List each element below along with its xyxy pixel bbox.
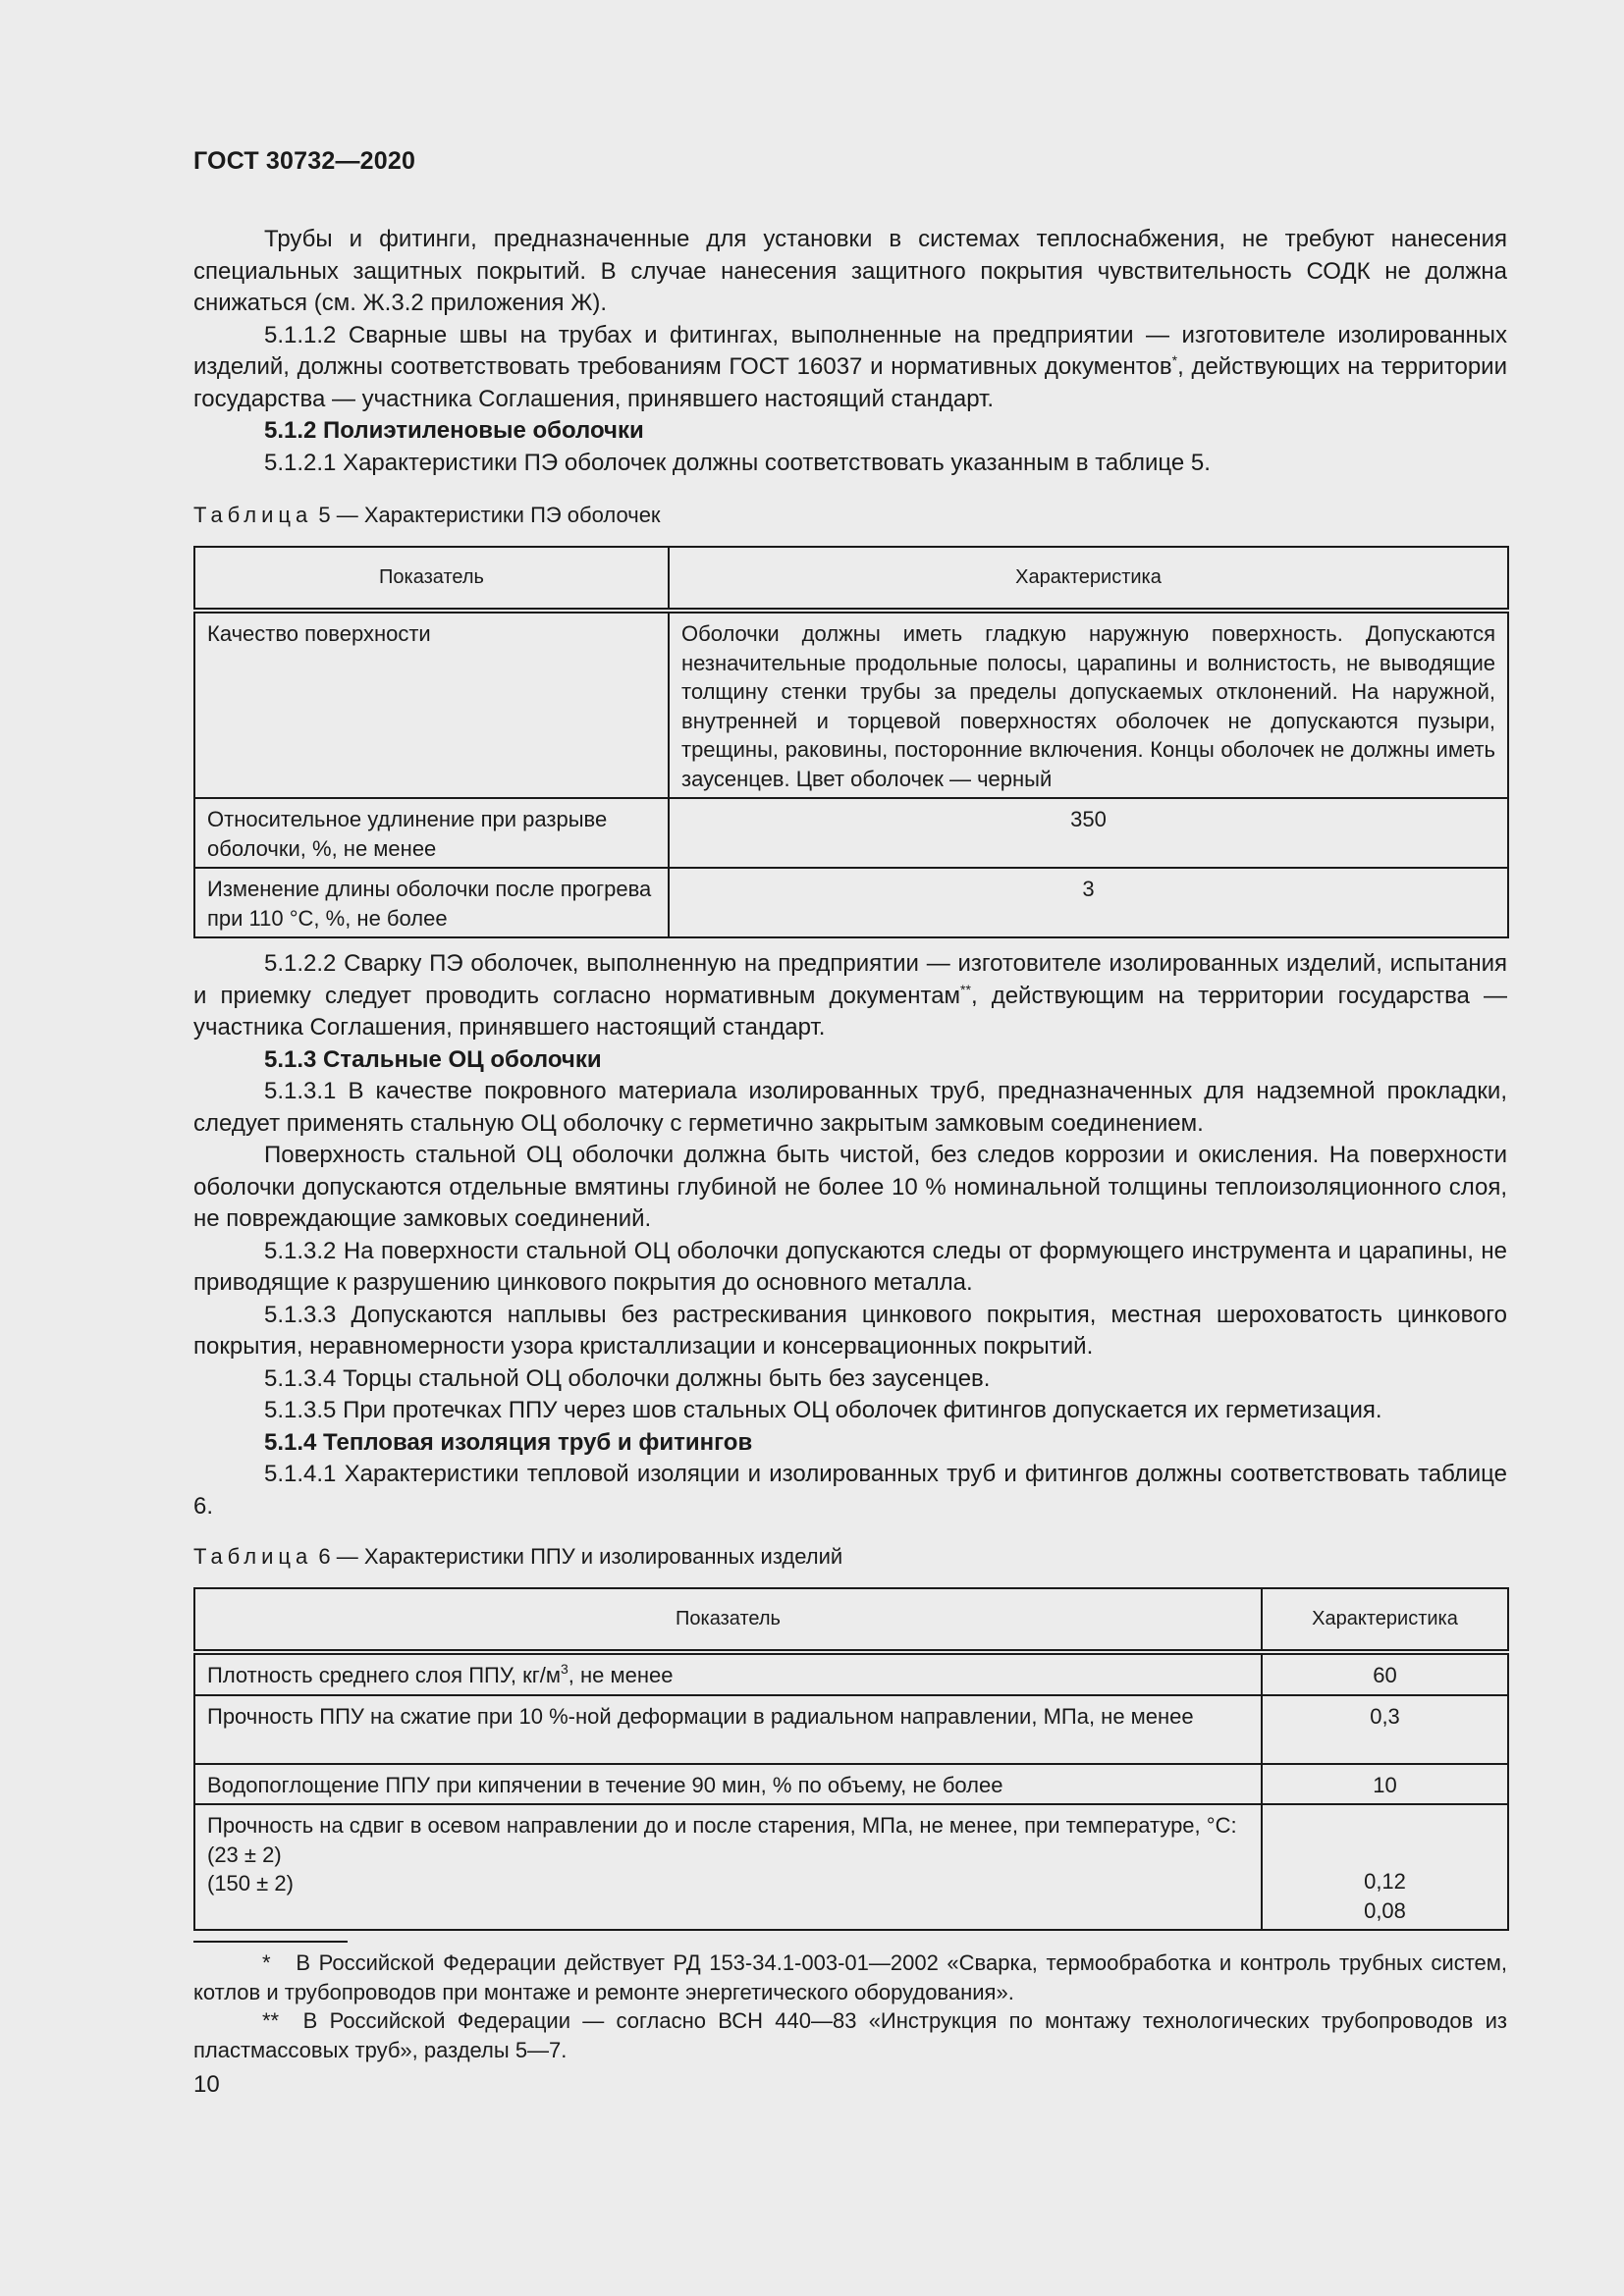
table-row xyxy=(194,1695,1508,1764)
table-row xyxy=(194,868,1508,937)
footnote-ref-2: ** xyxy=(960,981,971,997)
footnote-ref-1: * xyxy=(1171,352,1178,368)
table5-cell-value: 350 xyxy=(669,798,1508,868)
table6-caption: Таблица 6 — Характеристики ППУ и изолированных изделий xyxy=(193,1544,843,1569)
paragraph-surface: Поверхность стальной ОЦ оболочки должна быть чистой, без следов коррозии и окисления. На поверхности оболочки допускаются отдельные вмятины глубиной не более 10 % номинальной толщины теплоизоляционного слоя, не повреждающие замковых соединений. xyxy=(193,1142,1507,1232)
table5-header-indicator: Показатель xyxy=(194,547,669,611)
table-row xyxy=(194,798,1508,868)
table6-cell-value: 10 xyxy=(1262,1764,1508,1805)
table6 xyxy=(193,1587,1509,1931)
top-paragraphs xyxy=(193,224,1507,479)
table5-cell-value: 3 xyxy=(669,868,1508,937)
footnote-1: * В Российской Федерации действует РД 153-34.1-003-01—2002 «Сварка, термообработка и контроль трубных систем, котлов и трубопроводов при монтаже и ремонте энергетического оборудования». xyxy=(193,1950,1508,2004)
page-number: 10 xyxy=(193,2071,220,2098)
paragraph-5-1-3-4: 5.1.3.4 Торцы стальной ОЦ оболочки должны быть без заусенцев. xyxy=(264,1364,991,1392)
table6-cell-indicator: Плотность среднего слоя ППУ, $кг/м^3$, не менее xyxy=(194,1652,1262,1695)
table5-cell-indicator: Относительное удлинение при разрыве оболочки, %, не менее xyxy=(194,798,669,868)
table6-cell-indicator: Прочность на сдвиг в осевом направлении до и после старения, МПа, не менее, при температуре, °C: (23 ± 2) (150 ± 2) xyxy=(194,1804,1262,1930)
paragraph-coatings: Трубы и фитинги, предназначенные для установки в системах теплоснабжения, не требуют нанесения специальных защитных покрытий. В случае нанесения защитного покрытия чувствительность СОДК не должна снижаться (см. Ж.3.2 приложения Ж). xyxy=(193,226,1507,316)
table5-header-characteristic: Характеристика xyxy=(669,547,1508,611)
paragraph-5-1-1-2: 5.1.1.2 Сварные швы на трубах и фитингах, выполненные на предприятии — изготовителе изолированных изделий, должны соответствовать требованиям ГОСТ 16037 и нормативных документов*, действующих на территории государства — участника Соглашения, принявшего настоящий стандарт. xyxy=(193,321,1507,412)
footnotes xyxy=(193,1949,1507,2064)
table5-cell-indicator: Изменение длины оболочки после прогрева при 110 °C, %, не более xyxy=(194,868,669,937)
table6-header-indicator: Показатель xyxy=(194,1588,1262,1652)
paragraph-5-1-2-1: 5.1.2.1 Характеристики ПЭ оболочек должны соответствовать указанным в таблице 5. xyxy=(264,449,1211,476)
middle-paragraphs xyxy=(193,948,1507,1522)
table5-caption: Таблица 5 — Характеристики ПЭ оболочек xyxy=(193,503,661,527)
table6-cell-indicator: Водопоглощение ППУ при кипячении в течение 90 мин, % по объему, не более xyxy=(194,1764,1262,1805)
heading-5-1-3: 5.1.3 Стальные ОЦ оболочки xyxy=(264,1045,602,1073)
heading-5-1-2: 5.1.2 Полиэтиленовые оболочки xyxy=(264,417,644,444)
table5 xyxy=(193,546,1509,938)
table-row xyxy=(194,1804,1508,1930)
paragraph-5-1-3-1: 5.1.3.1 В качестве покровного материала изолированных труб, предназначенных для надземной прокладки, следует применять стальную ОЦ оболочку с герметично закрытым замковым соединением. xyxy=(193,1078,1507,1137)
document-code: ГОСТ 30732—2020 xyxy=(193,147,416,175)
table6-cell-value: 0,3 xyxy=(1262,1695,1508,1764)
table5-cell-indicator: Качество поверхности xyxy=(194,611,669,798)
paragraph-5-1-4-1: 5.1.4.1 Характеристики тепловой изоляции и изолированных труб и фитингов должны соответствовать таблице 6. xyxy=(193,1461,1507,1520)
table5-cell-characteristic: Оболочки должны иметь гладкую наружную поверхность. Допускаются незначительные продольные полосы, царапины и волнистость, не выводящие толщину стенки трубы за пределы допускаемых отклонений. На наружной, внутренней и торцевой поверхностях оболочек не допускаются пузыри, трещины, раковины, посторонние включения. Концы оболочек не должны иметь заусенцев. Цвет оболочек — черный xyxy=(669,611,1508,798)
paragraph-5-1-2-2: 5.1.2.2 Сварку ПЭ оболочек, выполненную на предприятии — изготовителе изолированных изделий, испытания и приемку следует проводить согласно нормативным документам**, действующим на территории государства — участника Соглашения, принявшего настоящий стандарт. xyxy=(193,950,1507,1041)
paragraph-5-1-3-3: 5.1.3.3 Допускаются наплывы без растрескивания цинкового покрытия, местная шероховатость цинкового покрытия, неравномерности узора кристаллизации и консервационных покрытий. xyxy=(193,1301,1507,1360)
table6-cell-indicator: Прочность ППУ на сжатие при 10 %-ной деформации в радиальном направлении, МПа, не менее xyxy=(194,1695,1262,1764)
table-row xyxy=(194,611,1508,798)
table6-header-characteristic: Характеристика xyxy=(1262,1588,1508,1652)
footnote-2: ** В Российской Федерации — согласно ВСН 440—83 «Инструкция по монтажу технологических трубопроводов из пластмассовых труб», разделы 5—7. xyxy=(193,2008,1507,2062)
paragraph-5-1-3-2: 5.1.3.2 На поверхности стальной ОЦ оболочки допускаются следы от формующего инструмента и царапины, не приводящие к разрушению цинкового покрытия до основного металла. xyxy=(193,1237,1507,1296)
table-row xyxy=(194,1652,1508,1695)
heading-5-1-4: 5.1.4 Тепловая изоляция труб и фитингов xyxy=(264,1428,753,1456)
table6-cell-value: 0,12 0,08 xyxy=(1262,1804,1508,1930)
paragraph-5-1-3-5: 5.1.3.5 При протечках ППУ через шов стальных ОЦ оболочек фитингов допускается их герметизация. xyxy=(264,1397,1382,1423)
table-row xyxy=(194,1764,1508,1805)
footnote-rule xyxy=(193,1941,348,1943)
table6-cell-value: 60 xyxy=(1262,1652,1508,1695)
